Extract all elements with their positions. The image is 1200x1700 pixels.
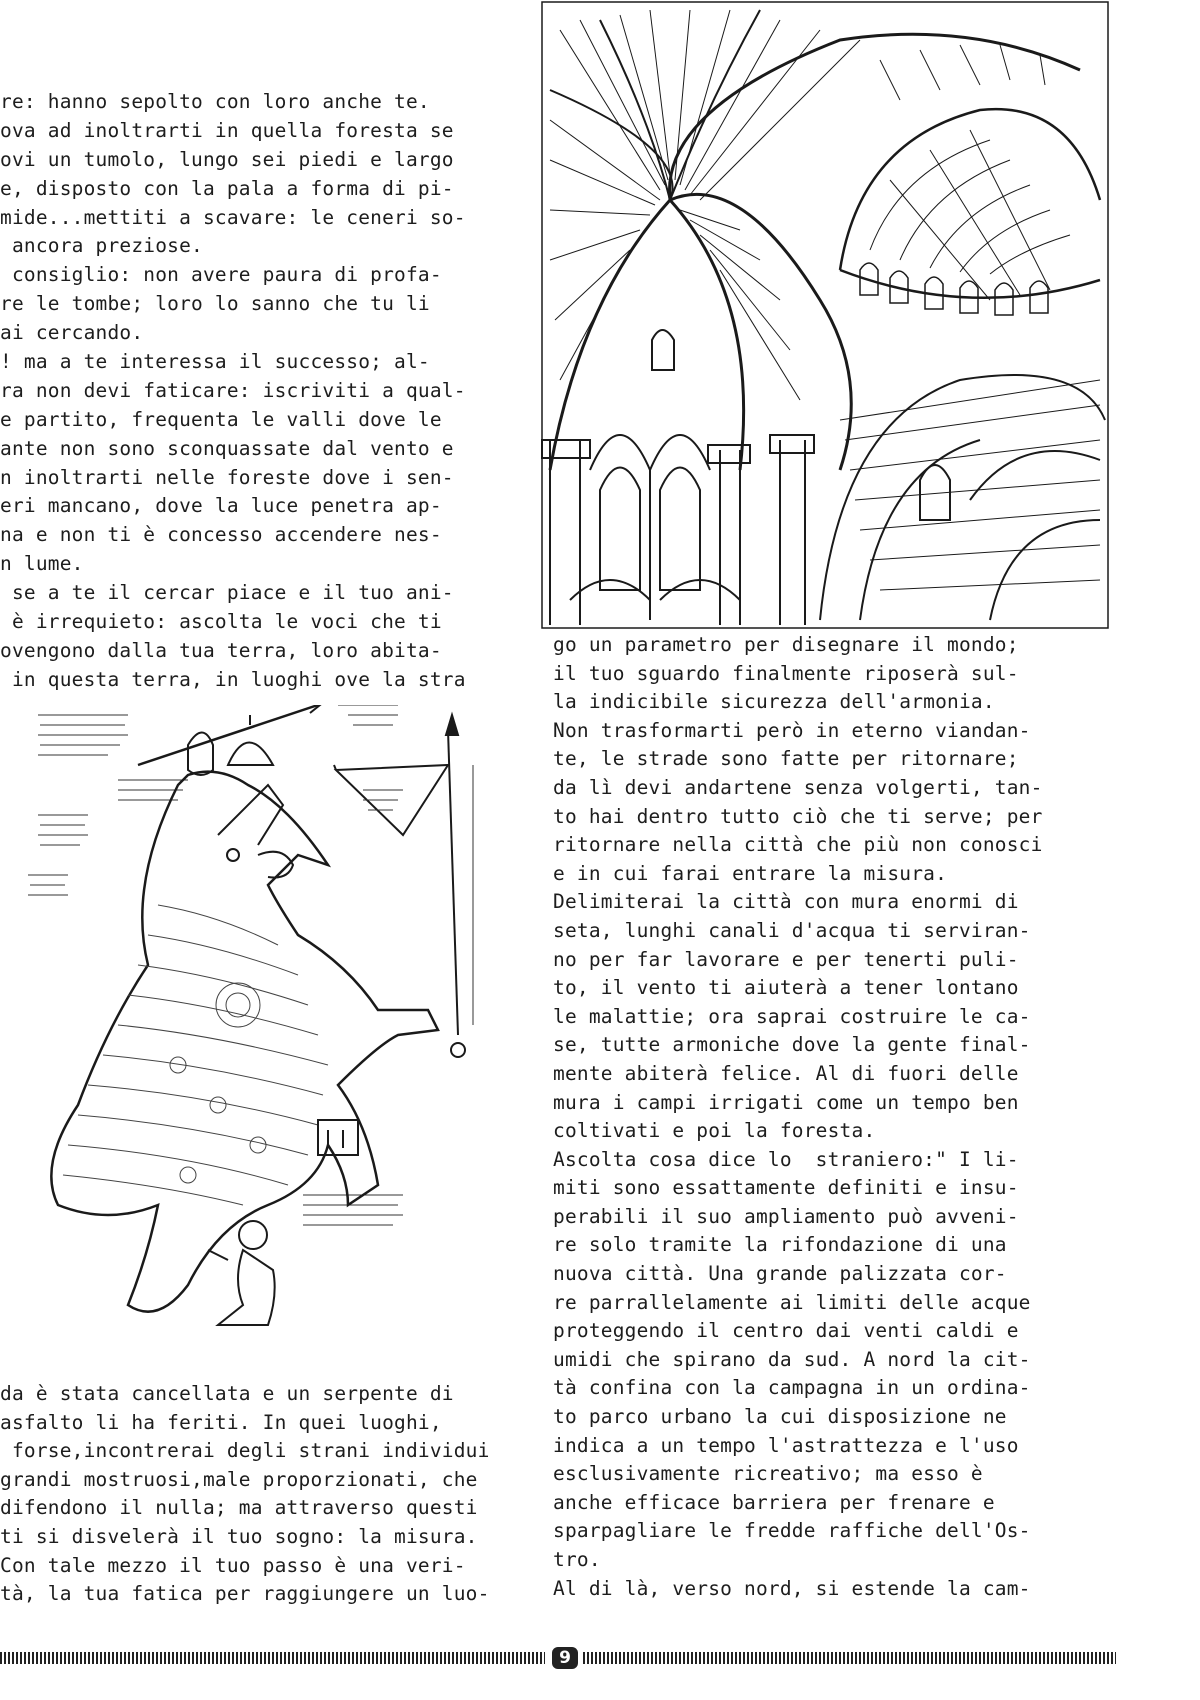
footer-rule-left: [0, 1652, 545, 1664]
text-line: re: hanno sepolto con loro anche te.: [0, 90, 430, 113]
text-line: il tuo sguardo finalmente riposerà sul-: [553, 661, 1019, 685]
text-line: to parco urbano la cui disposizione ne: [553, 1405, 1007, 1429]
text-line: ovi un tumolo, lungo sei piedi e largo: [0, 147, 454, 171]
text-line: e in cui farai entrare la misura.: [553, 861, 948, 885]
text-line: sparpagliare le fredde raffiche dell'Os-: [553, 1519, 1031, 1543]
text-line: Delimiterai la città con mura enormi di: [553, 890, 1019, 914]
text-line: difendono il nulla; ma attraverso questi: [0, 1496, 478, 1520]
text-line: seta, lunghi canali d'acqua ti serviran-: [553, 918, 1031, 942]
left-column-bottom-text: [0, 1380, 490, 1609]
text-line: le malattie; ora saprai costruire le ca-: [553, 1004, 1031, 1028]
text-line: ancora preziose.: [0, 234, 203, 258]
text-line: mura i campi irrigati come un tempo ben: [553, 1090, 1019, 1114]
text-line: nuova città. Una grande palizzata cor-: [553, 1262, 1007, 1286]
text-line: tà confina con la campagna in un ordina-: [553, 1376, 1031, 1400]
text-line: da lì devi andartene senza volgerti, tan-: [553, 775, 1043, 799]
text-line: re le tombe; loro lo sanno che tu li: [0, 292, 430, 316]
text-line: te, le strade sono fatte per ritornare;: [553, 747, 1019, 771]
text-line: ra non devi faticare: iscriviti a qual-: [0, 378, 466, 402]
text-line: grandi mostruosi,male proporzionati, che: [0, 1467, 478, 1491]
text-line: esclusivamente ricreativo; ma esso è: [553, 1462, 983, 1486]
text-line: Ascolta cosa dice lo straniero:" I li-: [553, 1147, 1019, 1171]
text-line: eri mancano, dove la luce penetra ap-: [0, 494, 442, 518]
text-line: ovengono dalla tua terra, loro abita-: [0, 638, 442, 662]
text-line: proteggendo il centro dai venti caldi e: [553, 1319, 1019, 1343]
text-line: mente abiterà felice. Al di fuori delle: [553, 1061, 1019, 1085]
text-line: forse,incontrerai degli strani individui: [0, 1439, 490, 1463]
text-line: ova ad inoltrarti in quella foresta se: [0, 118, 454, 142]
text-line: Con tale mezzo il tuo passo è una veri-: [0, 1553, 466, 1577]
text-line: n inoltrarti nelle foreste dove i sen-: [0, 465, 454, 489]
right-column-text: [553, 631, 1043, 1603]
text-line: da è stata cancellata e un serpente di: [0, 1382, 454, 1405]
text-line: mide...mettiti a scavare: le ceneri so-: [0, 205, 466, 229]
text-line: to, il vento ti aiuterà a tener lontano: [553, 976, 1019, 1000]
text-line: in questa terra, in luoghi ove la stra: [0, 667, 466, 691]
text-line: e partito, frequenta le valli dove le: [0, 407, 442, 431]
cathedral-vault-illustration: [540, 0, 1110, 630]
text-line: è irrequieto: ascolta le voci che ti: [0, 610, 442, 634]
text-line: e, disposto con la pala a forma di pi-: [0, 176, 454, 200]
text-line: perabili il suo ampliamento può avveni-: [553, 1204, 1019, 1228]
text-line: ti si disvelerà il tuo sogno: la misura.: [0, 1524, 478, 1548]
text-line: Non trasformarti però in eterno viandan-: [553, 718, 1031, 742]
text-line: umidi che spirano da sud. A nord la cit-: [553, 1347, 1031, 1371]
text-line: re parrallelamente ai limiti delle acque: [553, 1290, 1031, 1314]
text-line: ai cercando.: [0, 321, 144, 345]
text-line: tà, la tua fatica per raggiungere un luo-: [0, 1582, 490, 1606]
text-line: se a te il cercar piace e il tuo ani-: [0, 581, 454, 605]
footer-rule-right: [583, 1652, 1116, 1664]
page-footer: [0, 1649, 1116, 1667]
text-line: consiglio: non avere paura di profa-: [0, 263, 442, 287]
text-line: go un parametro per disegnare il mondo;: [553, 633, 1019, 656]
text-line: asfalto li ha feriti. In quei luoghi,: [0, 1410, 442, 1434]
text-line: anche efficace barriera per frenare e: [553, 1490, 995, 1514]
text-line: n lume.: [0, 552, 84, 576]
text-line: tro.: [553, 1548, 601, 1571]
text-line: la indicibile sicurezza dell'armonia.: [553, 690, 995, 714]
text-line: miti sono essattamente definiti e insu-: [553, 1176, 1019, 1200]
text-line: ! ma a te interessa il successo; al-: [0, 350, 430, 374]
text-line: ante non sono sconquassate dal vento e: [0, 436, 454, 460]
text-line: re solo tramite la rifondazione di una: [553, 1233, 1007, 1257]
text-line: indica a un tempo l'astrattezza e l'uso: [553, 1433, 1019, 1457]
text-line: Al di là, verso nord, si estende la cam-: [553, 1576, 1031, 1600]
text-line: ritornare nella città che più non conosci: [553, 833, 1043, 857]
text-line: coltivati e poi la foresta.: [553, 1119, 876, 1143]
text-line: no per far lavorare e per tenerti puli-: [553, 947, 1019, 971]
figure-with-script-illustration: [18, 705, 510, 1377]
text-line: se, tutte armoniche dove la gente final-: [553, 1033, 1031, 1057]
left-column-top-text: [0, 88, 466, 695]
text-line: na e non ti è concesso accendere nes-: [0, 523, 442, 547]
page-number: 9: [552, 1647, 578, 1669]
text-line: to hai dentro tutto ciò che ti serve; per: [553, 804, 1043, 828]
